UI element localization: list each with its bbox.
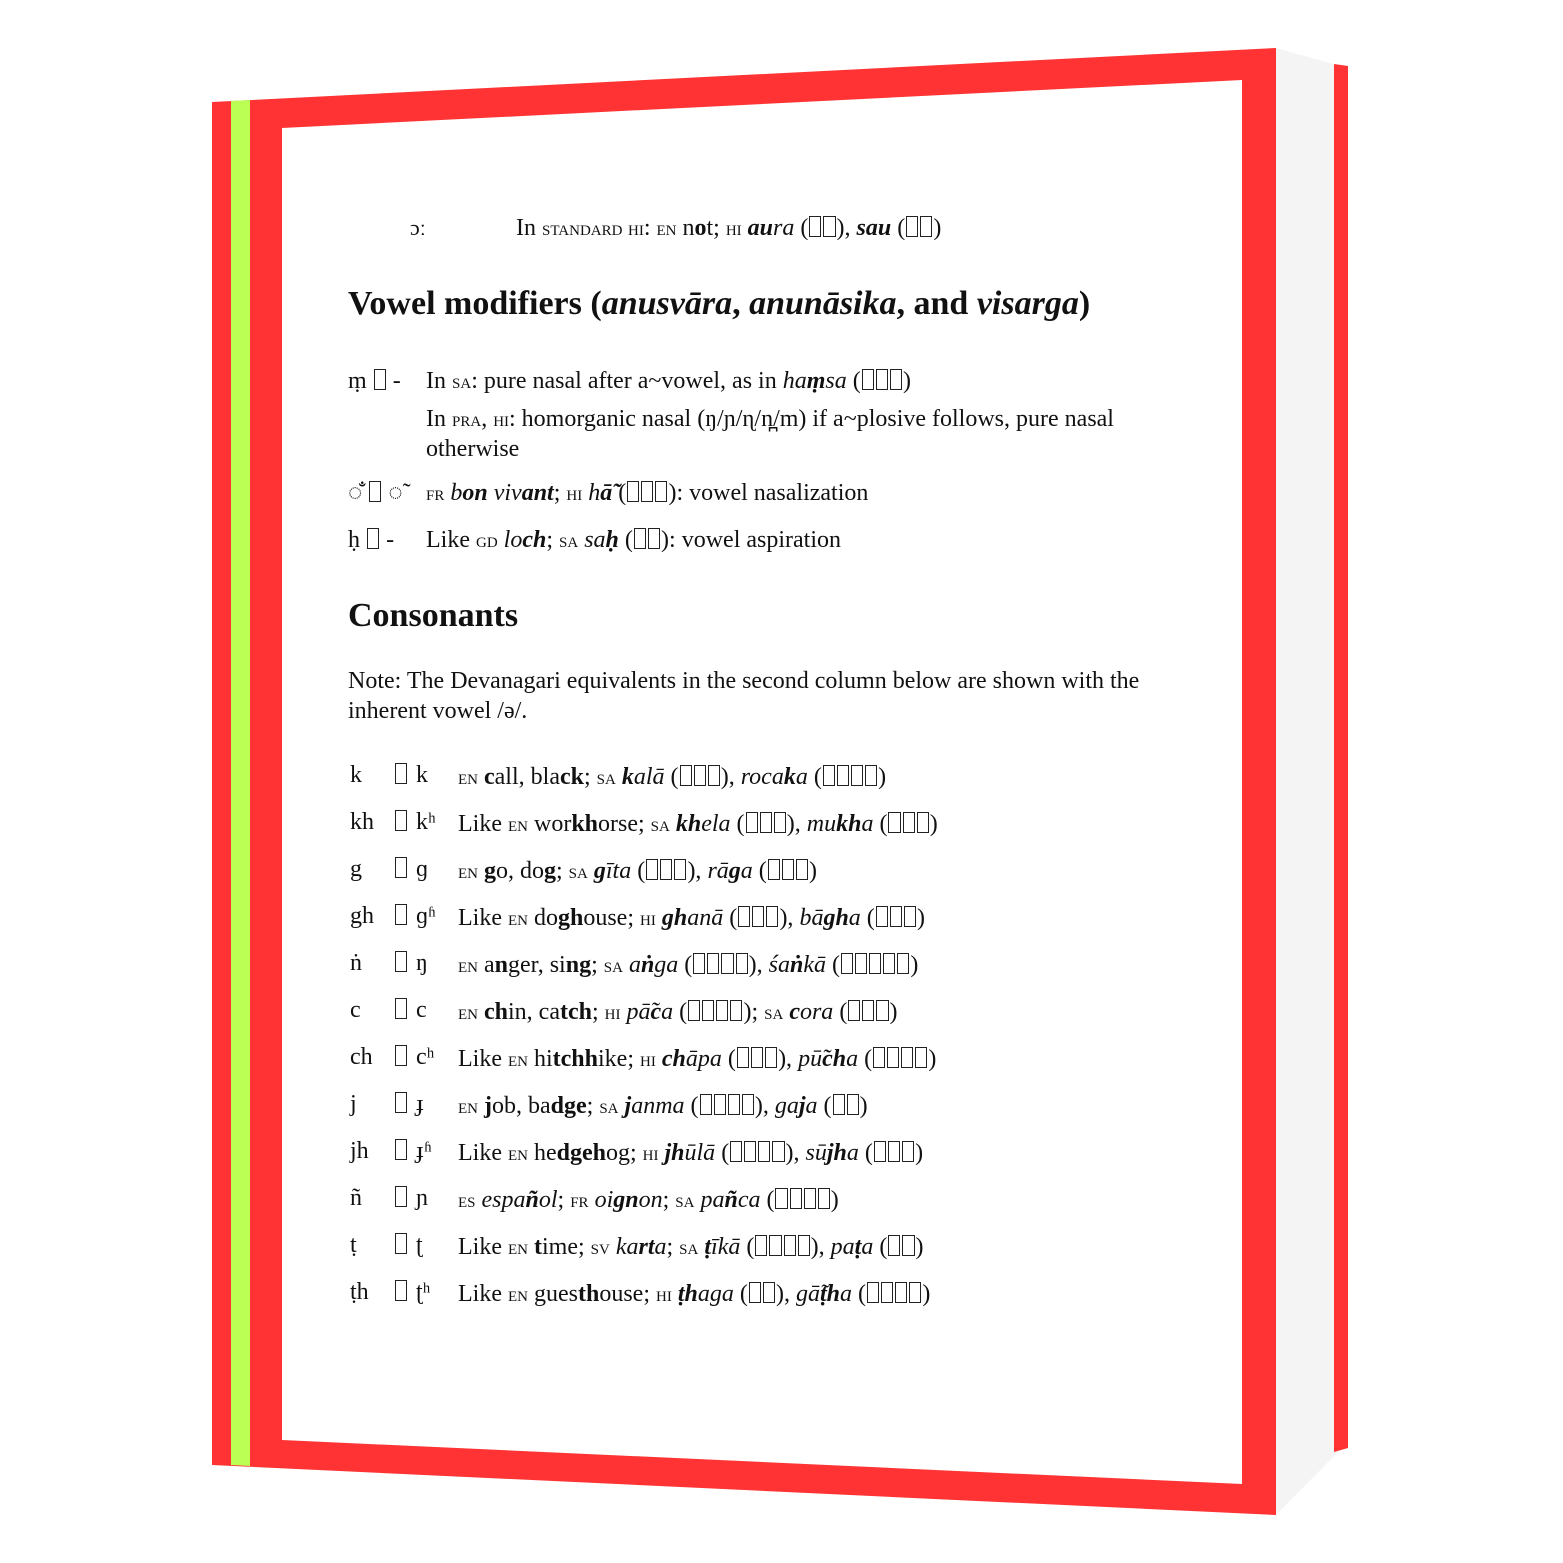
spine-stripe bbox=[231, 100, 250, 1466]
consonant-row: ṅ ŋ en anger, sing; sa aṅga ( ), śaṅkā ( ) bbox=[350, 950, 919, 978]
anusvara-symbol: ṃ - bbox=[348, 368, 401, 394]
visarga-symbol: ḥ - bbox=[348, 527, 395, 553]
open-o-ipa: ɔː bbox=[410, 215, 426, 240]
visarga-desc: Like gd loch; sa saḥ ( ): vowel aspiration bbox=[426, 527, 841, 553]
consonant-row: ṭ ʈ Like en time; sv karta; sa ṭīkā ( ), paṭa ( ) bbox=[350, 1232, 924, 1260]
consonant-row: ṭh ʈʰ Like en guesthouse; hi ṭhaga ( ), gā̃ṭha ( ) bbox=[350, 1279, 931, 1307]
back-cover-edge bbox=[1334, 64, 1348, 1452]
anunasika-symbol: ◌̐ ◌̃ bbox=[348, 480, 403, 506]
consonants-heading: Consonants bbox=[348, 597, 519, 634]
consonant-row: ch cʰ Like en hitchhike; hi chāpa ( ), pū̃cha ( ) bbox=[350, 1044, 937, 1072]
consonant-row: jh ɟʱ Like en hedgehog; hi jhūlā ( ), sūjha ( ) bbox=[350, 1138, 924, 1166]
anusvara-desc: In sa: pure nasal after a~vowel, as in haṃsa ( ) In pra, hi: homorganic nasal (ŋ/ɲ/ɳ/n̪/m) if a~plosive follows, pure nasal otherwise bbox=[426, 368, 1114, 462]
page-edges bbox=[1276, 48, 1340, 1515]
consonant-row: j ɟ en job, badge; sa janma ( ), gaja ( ) bbox=[350, 1091, 868, 1119]
consonant-row: k k en call, black; sa kalā ( ), rocaka ( ) bbox=[350, 762, 887, 790]
anunasika-desc: fr bon vivant; hi hā̃ ( ): vowel nasalization bbox=[426, 480, 869, 506]
open-o-desc: In standard hi: en not; hi aura ( ), sau ( ) bbox=[516, 215, 942, 241]
open-o-row bbox=[348, 213, 941, 243]
consonant-row: gh ɡʱ Like en doghouse; hi ghanā ( ), bāgha ( ) bbox=[350, 903, 926, 931]
consonant-row: kh kʰ Like en workhorse; sa khela ( ), mukha ( ) bbox=[350, 809, 938, 837]
consonants-note: Note: The Devanagari equivalents in the second column below are shown with the inherent vowel /ə/. bbox=[348, 668, 1140, 724]
consonant-row: g ɡ en go, dog; sa gīta ( ), rāga ( ) bbox=[350, 856, 818, 884]
vowel-modifiers-heading: Vowel modifiers (anusvāra, anunāsika, and visarga) bbox=[348, 285, 1091, 322]
consonant-row: c c en chin, catch; hi pā̃ca ( ); sa cora ( ) bbox=[350, 997, 898, 1025]
page bbox=[282, 128, 1240, 1456]
consonant-row: ñ ɲ es español; fr oignon; sa pañca ( ) bbox=[350, 1185, 839, 1213]
